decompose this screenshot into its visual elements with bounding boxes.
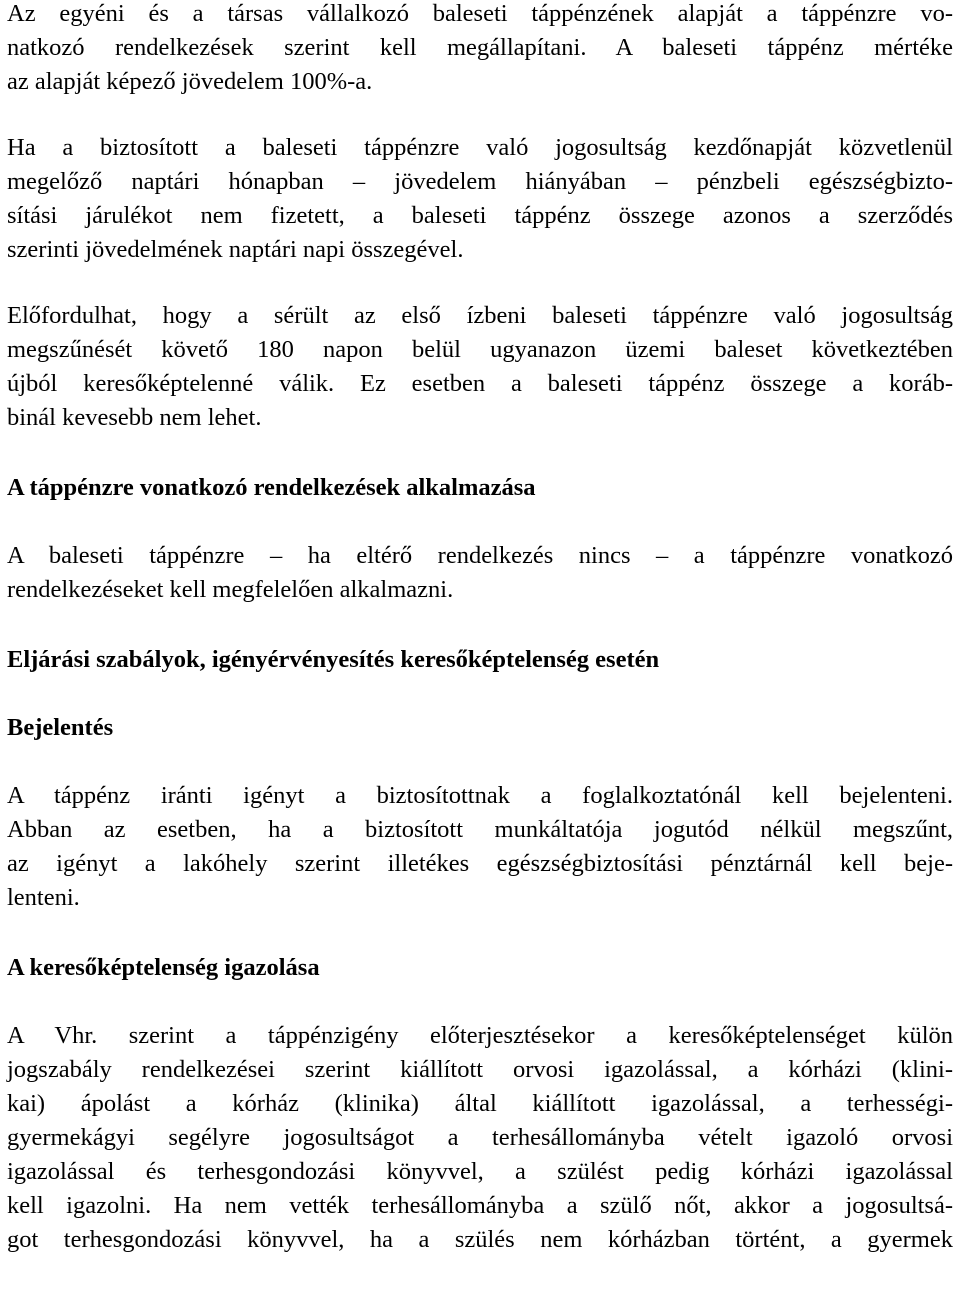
- text-line: igazolással és terhesgondozási könyvvel, a szülést pedig kórházi igazolással: [7, 1158, 953, 1185]
- text-line: kai) ápolást a kórház (klinika) által kiállított igazolással, a terhességi-: [7, 1090, 953, 1117]
- text-line: szerinti jövedelmének naptári napi összegével.: [7, 236, 464, 263]
- text-line: megelőző naptári hónapban – jövedelem hiányában – pénzbeli egészségbizto-: [7, 168, 953, 195]
- text-line: újból keresőképtelenné válik. Ez esetben a baleseti táppénz összege a koráb-: [7, 370, 953, 397]
- text-line: A Vhr. szerint a táppénzigény előterjesztésekor a keresőképtelenséget külön: [7, 1022, 953, 1049]
- paragraph-certification: [7, 1019, 953, 1257]
- paragraph-no-contribution: [7, 131, 953, 267]
- text-line: binál kevesebb nem lehet.: [7, 404, 262, 431]
- text-line: Abban az esetben, ha a biztosított munkáltatója jogutód nélkül megszűnt,: [7, 816, 953, 843]
- text-line: az igényt a lakóhely szerint illetékes egészségbiztosítási pénztárnál kell beje-: [7, 850, 953, 877]
- paragraph-application-rules: [7, 539, 953, 607]
- text-line: lenteni.: [7, 884, 80, 911]
- text-line: Ha a biztosított a baleseti táppénzre való jogosultság kezdőnapját közvetlenül: [7, 134, 953, 161]
- text-line: A baleseti táppénzre – ha eltérő rendelkezés nincs – a táppénzre vonatkozó: [7, 542, 953, 569]
- text-line: kell igazolni. Ha nem vették terhesállományba a szülő nőt, akkor a jogosultsá-: [7, 1192, 953, 1219]
- text-line: Előfordulhat, hogy a sérült az első ízbeni baleseti táppénzre való jogosultság: [7, 302, 953, 329]
- text-line: A táppénz iránti igényt a biztosítottnak a foglalkoztatónál kell bejelenteni.: [7, 782, 953, 809]
- section-heading-application: A táppénzre vonatkozó rendelkezések alkalmazása: [7, 474, 536, 501]
- section-heading-certification: A keresőképtelenség igazolása: [7, 954, 320, 981]
- paragraph-base-of-sick-pay: [7, 0, 953, 99]
- text-line: jogszabály rendelkezései szerint kiállított orvosi igazolással, a kórházi (klini-: [7, 1056, 953, 1083]
- text-line: gyermekágyi segélyre jogosultságot a terhesállományba vételt igazoló orvosi: [7, 1124, 953, 1151]
- text-line: az alapját képező jövedelem 100%-a.: [7, 68, 373, 95]
- text-line: natkozó rendelkezések szerint kell megállapítani. A baleseti táppénz mértéke: [7, 34, 953, 61]
- section-heading-procedure: Eljárási szabályok, igényérvényesítés keresőképtelenség esetén: [7, 646, 660, 673]
- paragraph-repeated-incapacity: [7, 299, 953, 435]
- section-heading-notification: Bejelentés: [7, 714, 114, 741]
- text-line: sítási járulékot nem fizetett, a baleseti táppénz összege azonos a szerződés: [7, 202, 953, 229]
- text-line: megszűnését követő 180 napon belül ugyanazon üzemi baleset következtében: [7, 336, 953, 363]
- text-line: Az egyéni és a társas vállalkozó baleseti táppénzének alapját a táppénzre vo-: [7, 0, 953, 27]
- text-line: got terhesgondozási könyvvel, ha a szülés nem kórházban történt, a gyermek: [7, 1226, 953, 1253]
- document-page: [7, 0, 953, 1257]
- text-line: rendelkezéseket kell megfelelően alkalmazni.: [7, 576, 454, 603]
- paragraph-notification: [7, 779, 953, 915]
